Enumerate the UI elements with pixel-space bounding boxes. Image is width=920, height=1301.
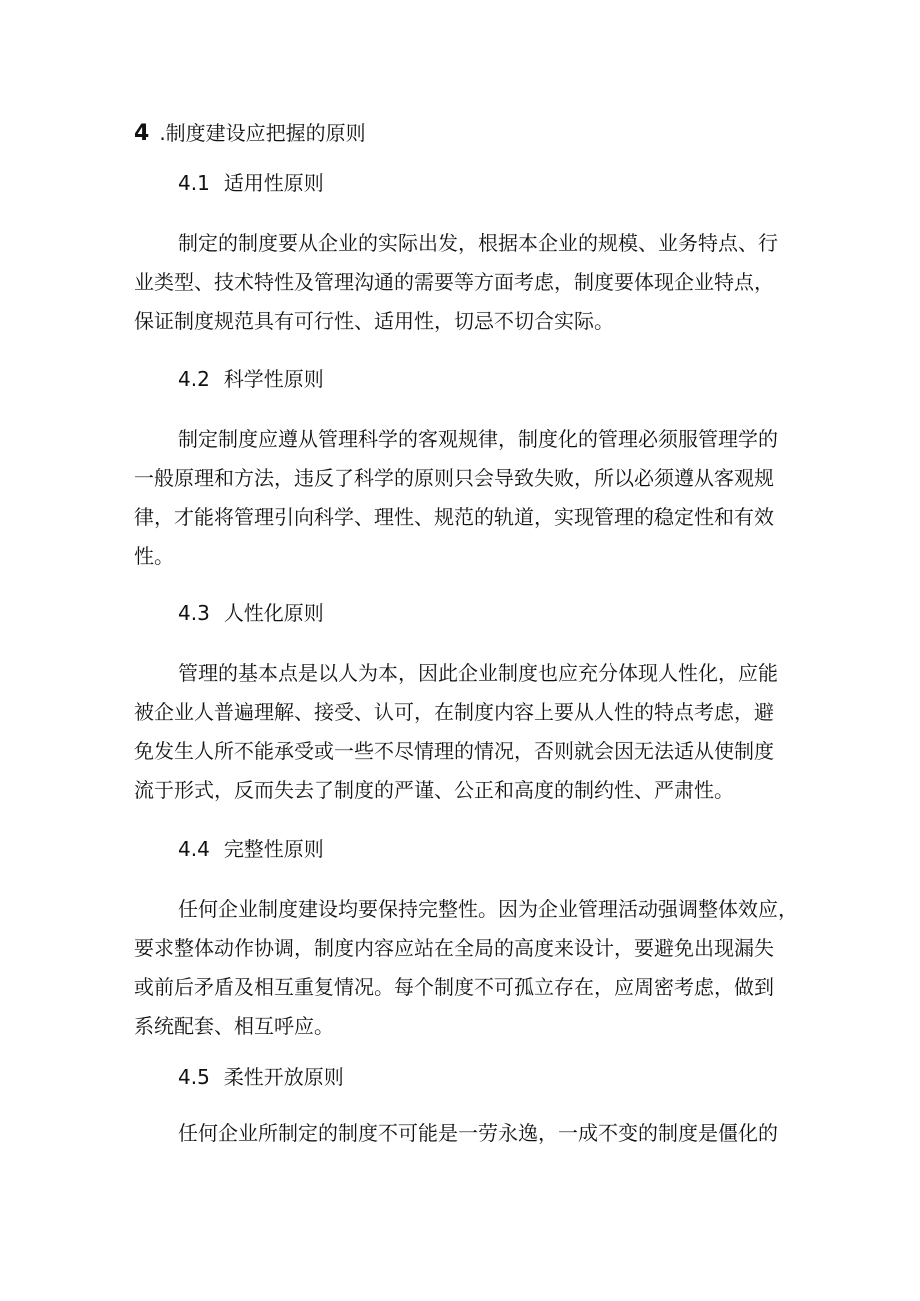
subsection-number: 4.4 [178,837,210,861]
paragraph-line: 要求整体动作协调，制度内容应站在全局的高度来设计，要避免出现漏失 [134,936,774,960]
subsection-number: 4.3 [178,601,210,625]
subsection-title: 适用性原则 [223,171,324,195]
paragraph-line: 系统配套、相互呼应。 [134,1014,334,1038]
subsection-number: 4.2 [178,367,210,391]
paragraph-line: 制定制度应遵从管理科学的客观规律，制度化的管理必须服管理学的 [178,427,778,451]
subsection-heading-4-3 [178,598,324,628]
paragraph-line: 被企业人普遍理解、接受、认可，在制度内容上要从人性的特点考虑，避 [134,700,774,724]
subsection-title: 人性化原则 [223,601,324,625]
paragraph-line: 管理的基本点是以人为本，因此企业制度也应充分体现人性化，应能 [178,661,778,685]
subsection-heading-4-5 [178,1062,344,1092]
subsection-heading-4-4 [178,834,324,864]
subsection-title: 柔性开放原则 [223,1065,344,1089]
paragraph-line: 或前后矛盾及相互重复情况。每个制度不可孤立存在，应周密考虑，做到 [134,975,774,999]
paragraph-4-5 [134,1114,784,1153]
paragraph-line: 性。 [134,544,174,568]
subsection-number: 4.1 [178,171,210,195]
section-heading [134,118,366,149]
paragraph-line: 一般原理和方法，违反了科学的原则只会导致失败，所以必须遵从客观规 [134,466,774,490]
section-title: .制度建设应把握的原则 [159,121,366,145]
paragraph-line: 流于形式，反而失去了制度的严谨、公正和高度的制约性、严肃性。 [134,778,734,802]
subsection-title: 科学性原则 [223,367,324,391]
paragraph-line: 业类型、技术特性及管理沟通的需要等方面考虑，制度要体现企业特点， [134,270,774,294]
section-number: 4 [134,121,150,146]
paragraph-line: 任何企业所制定的制度不可能是一劳永逸，一成不变的制度是僵化的 [178,1121,778,1145]
paragraph-line: 制定的制度要从企业的实际出发，根据本企业的规模、业务特点、行 [178,231,778,255]
paragraph-line: 免发生人所不能承受或一些不尽情理的情况，否则就会因无法适从使制度 [134,739,774,763]
paragraph-4-2 [134,420,784,576]
subsection-heading-4-1 [178,168,324,198]
paragraph-4-3 [134,654,784,810]
paragraph-4-4 [134,890,798,1046]
subsection-number: 4.5 [178,1065,210,1089]
paragraph-line: 律，才能将管理引向科学、理性、规范的轨道，实现管理的稳定性和有效 [134,505,774,529]
paragraph-line: 任何企业制度建设均要保持完整性。因为企业管理活动强调整体效应， [178,897,798,921]
subsection-title: 完整性原则 [223,837,324,861]
subsection-heading-4-2 [178,364,324,394]
paragraph-4-1 [134,224,784,341]
paragraph-line: 保证制度规范具有可行性、适用性，切忌不切合实际。 [134,309,614,333]
